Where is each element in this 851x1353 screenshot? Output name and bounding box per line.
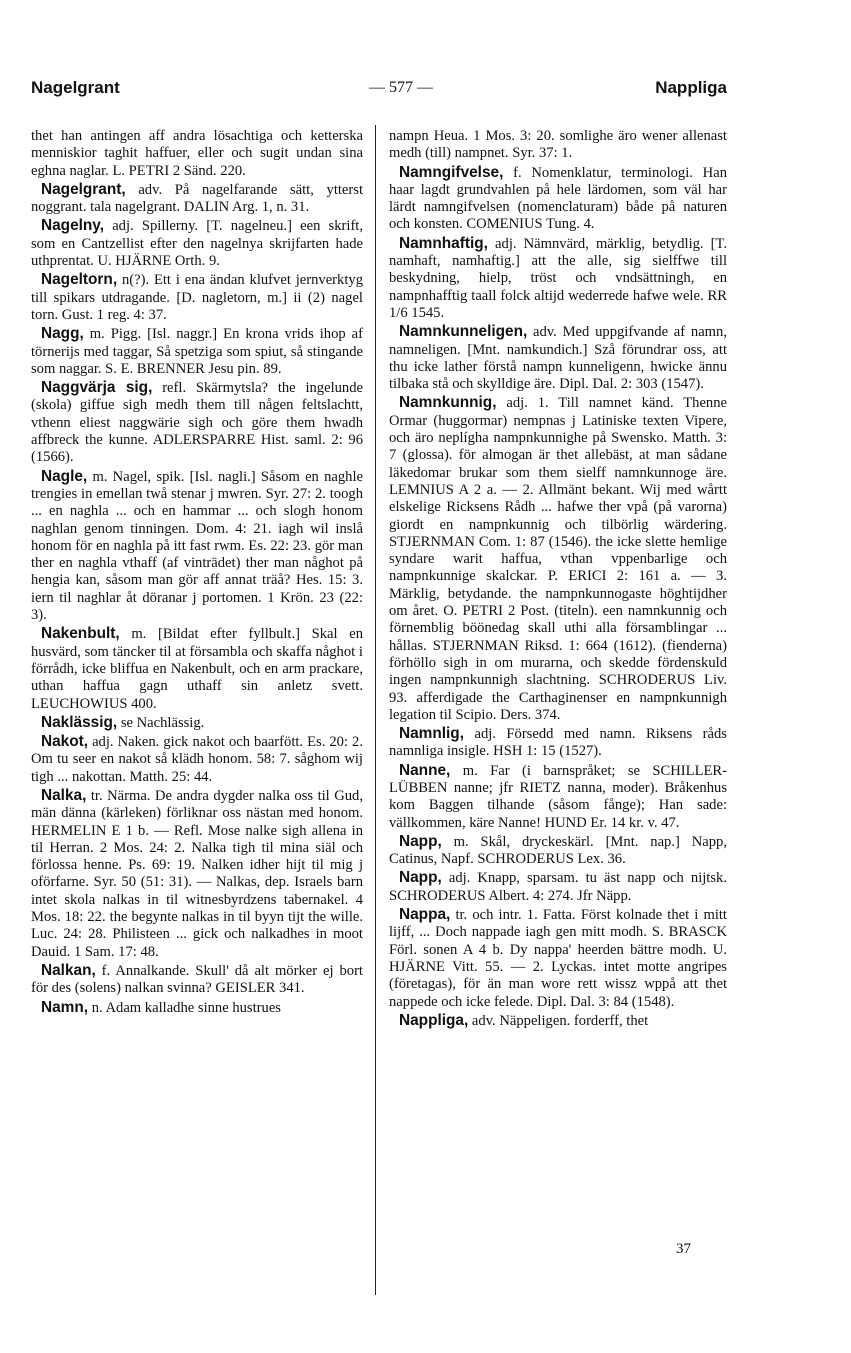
entry-text: f. Nomenklatur, terminologi. Han haar lagdt grundvahlen på hele lärdomen, som väl har lärdt namngifvelsen (nomenclaturam) både på naturen och konsten. COMENIUS Tung. 4. bbox=[389, 164, 727, 233]
entry-headword: Nalkan, bbox=[41, 961, 96, 979]
column-divider bbox=[375, 125, 376, 1295]
dictionary-entry bbox=[31, 733, 363, 786]
entry-headword: Nalka, bbox=[41, 786, 87, 804]
entry-headword: Namngifvelse, bbox=[399, 163, 504, 181]
dictionary-entry bbox=[31, 468, 363, 625]
running-header bbox=[31, 78, 727, 102]
entry-text: adj. Nämnvärd, märklig, betydlig. [T. namhaft, namhaftig.] att the alle, sig sielffwe till beskydning, hielp, tröst och vndsättningh, en nampnhafftig taall folck altijd wederrede hafwe wele. RR 1/6 1545. bbox=[389, 235, 728, 321]
entry-text: m. Far (i barnspråket; se SCHILLER-LÜBBEN nanne; jfr RIETZ nanna, moder). Bråkenhus kom Baggen tilhande (såsom fånge); Han sade: vällkommen, käre Nanne! HUND Er. 14 kr. v. 47. bbox=[389, 762, 727, 831]
entry-text: adj. Försedd med namn. Riksens råds namnliga insigle. HSH 1: 15 (1527). bbox=[389, 726, 727, 760]
entry-headword: Nagelny, bbox=[41, 217, 105, 235]
entry-continuation bbox=[389, 128, 727, 163]
dictionary-entry bbox=[31, 962, 363, 998]
entry-text: adv. Näppeligen. forderff, thet bbox=[471, 1012, 649, 1029]
entry-text: n. Adam kalladhe sinne hustrues bbox=[91, 999, 281, 1016]
dictionary-entry bbox=[389, 394, 727, 724]
entry-headword: Naklässig, bbox=[41, 713, 118, 731]
entry-text: adj. 1. Till namnet känd. Thenne Ormar (huggormar) nempnas j Latiniske texten Vipere, och äro neplígha nampnkunnighe på Swensko. Matth. 3: 7 (glossa). för almogan är thet allebäst, at man sådane läkedomar brukar som them sielff namnkunnoge äre. LEMNIUS A 2 a. — 2. Allmänt bekant. Wij med wårtt elskelige Ricksens Rådh ... hafwe ther vpå (på varorna) giordt en nampnkunnig och tilbörlig wärdering. STJERNMAN Com. 1: 87 (1546). the icke slette hemlige syndare warit haffua, vthan vppenbarlige och nampnkunnige skalckar. P. ERICI 2: 161 a. — 3. Märklig, betydande. the nampnkunnogaste höghtijdher om året. O. PETRI 2 Post. (titeln). een namnkunnig och förnemblig böönedag skall uthi alla församblingar ... hållas. STJERNMAN Riksd. 1: 664 (1612). (fienderna) förhöllo sigh in om murarna, och skedde fördenskuld ingen nampnkunnigh slachtning. SCHRODERUS Liv. 93. afferdigade the Carthaginenser en nampnkunnigh legation til Scipio. Ders. 374. bbox=[389, 395, 727, 723]
entry-headword: Nagelgrant, bbox=[41, 180, 126, 198]
dictionary-entry bbox=[31, 379, 363, 466]
entry-text: m. Nagel, spik. [Isl. nagli.] Såsom en naghle trengies in emellan twå stenar j mwren. Syr. 27: 2. toogh ... en naghla ... och en hammar ... och slogh honom naghlan genom tinningen. Dom. 4: 21. iagh wil inslå honom för en naghla på itt fast rwm. Es. 22: 23. gör man ther en naghla vthaff (af vinträdet) ther man någhot på hengia kan, såsom man gör aff annat träå? Hes. 15: 3. iern til naghlar åt döranar j portomen. 1 Krön. 23 (22: 3). bbox=[31, 468, 363, 624]
entry-headword: Nagle, bbox=[41, 467, 88, 485]
entry-text: adj. Spillerny. [T. nagelneu.] een skrift, som en Cantzellist efter den nagelnya skrijfarten hade uthprentat. U. HJÄRNE Orth. 9. bbox=[31, 218, 364, 270]
right-column bbox=[389, 128, 727, 1031]
entry-headword: Napp, bbox=[399, 869, 442, 887]
entry-text: adj. Naken. gick nakot och baarfött. Es. 20: 2. Om tu seer en nakot så klädh honom. 58: 7. såghom wij tigh ... nakottan. Matth. 25: 44. bbox=[31, 734, 363, 785]
left-column bbox=[31, 128, 363, 1018]
entry-text: adv. På nagelfarande sätt, ytterst noggrant. tala nagelgrant. DALIN Arg. 1, n. 31. bbox=[31, 181, 364, 216]
dictionary-entry bbox=[389, 762, 727, 832]
entry-text: thet han antingen aff andra lösachtiga och ketterska menniskior taghit haffuer, eller och sugit undan sina eghna naglar. L. PETRI 2 Sänd. 220. bbox=[31, 128, 363, 179]
entry-headword: Nakenbult, bbox=[41, 625, 120, 643]
entry-headword: Namnhaftig, bbox=[399, 234, 488, 252]
entry-text: se Nachlässig. bbox=[120, 714, 205, 731]
entry-text: refl. Skärmytsla? the ingelunde (skola) giffue sigh medh them till någen feltslachtt, vthenn eliest naggwärie sigh och göre them hwadh affbreck the kunne. ADLERSPARRE Hist. saml. 2: 96 (1566). bbox=[31, 380, 364, 466]
entry-headword: Napp, bbox=[399, 832, 442, 850]
entry-text: m. Pigg. [Isl. naggr.] En krona vrids ihop af törnerijs med taggar, Så spetziga som spiut, så stingande som naggar. S. E. BRENNER Jesu pin. 89. bbox=[31, 326, 364, 377]
dictionary-entry bbox=[389, 869, 727, 905]
dictionary-entry bbox=[31, 625, 363, 712]
entry-headword: Nappliga, bbox=[399, 1011, 469, 1029]
entry-headword: Nageltorn, bbox=[41, 271, 118, 289]
dictionary-entry bbox=[389, 1012, 727, 1030]
entry-text: tr. Närma. De andra dygder nalka oss til Gud, män dänna (kärleken) förliknar oss nästan med honom. HERMELIN E 1 b. — Refl. Mose nalke sigh allena in til Herran. 2 Mos. 24: 2. Nalka tigh til mina siäl och förlossa henne. Ps. 69: 19. Nalken idher hijt til mig j oförfarne. Syr. 50 (51: 31). — Nalkas, dep. Israels barn intet skola nalkas in til witnesbyrdzens tabernakel. 4 Mos. 18: 22. the begynte nalkas in til byyn tijt the wille. Luc. 24: 28. Philisteen ... gick och nalkadhes in moot Dauid. 1 Sam. 17: 48. bbox=[31, 787, 364, 960]
entry-headword: Nappa, bbox=[399, 906, 451, 924]
dictionary-entry bbox=[389, 833, 727, 869]
entry-headword: Nakot, bbox=[41, 733, 89, 751]
entry-headword: Namnlig, bbox=[399, 725, 464, 743]
entry-headword: Namnkunnig, bbox=[399, 394, 497, 412]
entry-headword: Namn, bbox=[41, 998, 89, 1016]
dictionary-entry bbox=[31, 787, 363, 961]
entry-headword: Namnkunneligen, bbox=[399, 323, 528, 341]
entry-continuation bbox=[31, 128, 363, 180]
dictionary-entry bbox=[31, 217, 363, 270]
entry-headword: Nagg, bbox=[41, 325, 84, 343]
dictionary-entry bbox=[31, 181, 363, 217]
dictionary-entry bbox=[389, 725, 727, 761]
entry-text: nampn Heua. 1 Mos. 3: 20. somlighe äro wener allenast medh (till) nampnet. Syr. 37: 1. bbox=[389, 128, 727, 162]
dictionary-entry bbox=[31, 325, 363, 378]
entry-text: tr. och intr. 1. Fatta. Först kolnade thet i mitt lijff, ... Doch nappade iagh gen mitt modh. S. BRASCK Förl. sonen A 4 b. Dy nappa' heerden bättre modh. U. HJÄRNE Vitt. 55. — 2. Lyckas. intet motte angripes (företagas), för än man wore rett wissz wppå att thet nappede och icke felede. Dipl. Dal. 3: 84 (1548). bbox=[389, 907, 727, 1010]
right-running-headword: Nappliga bbox=[655, 78, 727, 97]
dictionary-entry bbox=[31, 271, 363, 324]
entry-text: n(?). Ett i ena ändan klufvet jernverktyg till spikars utdragande. [D. nagletorn, m.] ii (2) nagel torn. Gust. 1 reg. 4: 37. bbox=[31, 272, 363, 323]
dictionary-entry bbox=[389, 906, 727, 1011]
signature-mark: 37 bbox=[676, 1241, 691, 1257]
dictionary-entry bbox=[31, 714, 363, 732]
dictionary-entry bbox=[389, 164, 727, 234]
left-running-headword: Nagelgrant bbox=[31, 78, 120, 97]
entry-text: m. Skål, dryckeskärl. [Mnt. nap.] Napp, Catinus, Napf. SCHRODERUS Lex. 36. bbox=[389, 833, 727, 868]
page-number: — 577 — bbox=[369, 79, 433, 96]
entry-text: f. Annalkande. Skull' då alt mörker ej bort för des (solens) nalkan svinna? GEISLER 341. bbox=[31, 962, 363, 997]
dictionary-entry bbox=[389, 323, 727, 393]
entry-text: adv. Med uppgifvande af namn, namneligen. [Mnt. namkundich.] Szå förundrar oss, att thu icke lather förstå nampn kunneligenn, hwicke ännu tilbaka stå och skylldige äre. Dipl. Dal. 2: 303 (1547). bbox=[389, 324, 727, 393]
entry-text: adj. Knapp, sparsam. tu äst napp och nijtsk. SCHRODERUS Albert. 4: 274. Jfr Näpp. bbox=[389, 870, 727, 904]
entry-headword: Nanne, bbox=[399, 761, 451, 779]
entry-text: m. [Bildat efter fyllbult.] Skal en husvärd, som täncker til at försambla och skaffa någhot i förrådh, icke bliffua en Nakenbult, och en arm prackare, uthan haffua gagn uthaff sin anletz svett. LEUCHOWIUS 400. bbox=[31, 626, 363, 712]
dictionary-entry bbox=[31, 999, 363, 1017]
dictionary-entry bbox=[389, 235, 727, 322]
entry-headword: Naggvärja sig, bbox=[41, 379, 153, 397]
